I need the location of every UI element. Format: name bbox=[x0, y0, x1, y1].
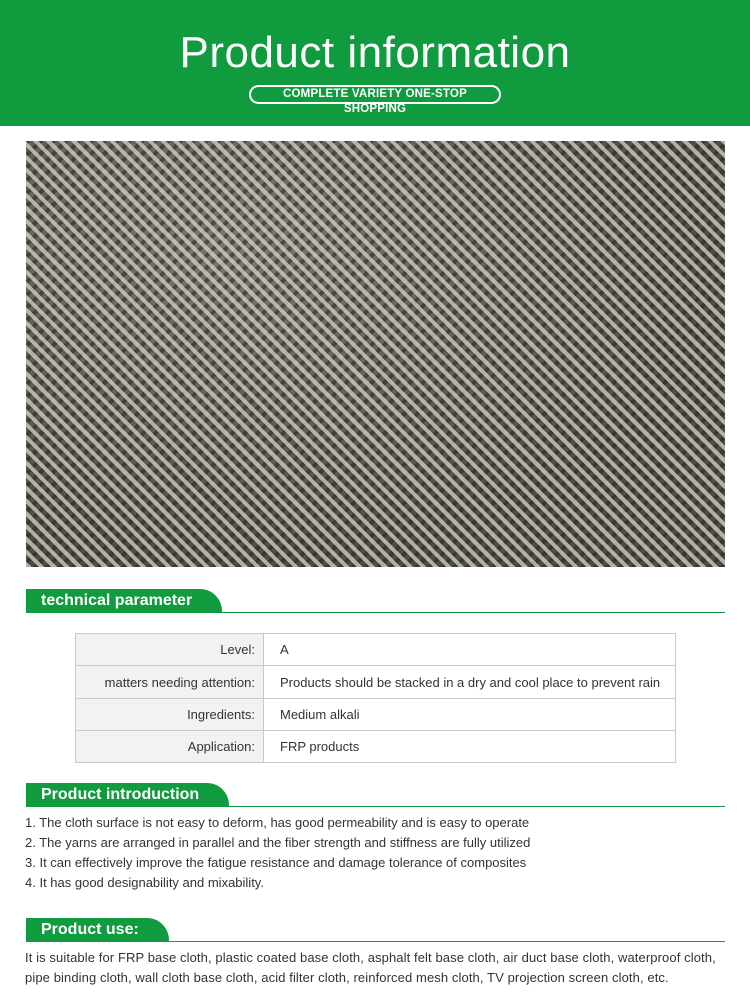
technical-heading: technical parameter bbox=[26, 589, 222, 613]
introduction-heading: Product introduction bbox=[26, 783, 229, 807]
use-heading: Product use: bbox=[26, 918, 169, 942]
section-divider bbox=[26, 806, 725, 807]
section-header-technical bbox=[26, 589, 725, 613]
param-label: Application: bbox=[76, 731, 264, 763]
product-photo bbox=[26, 141, 725, 567]
param-label: Level: bbox=[76, 634, 264, 666]
section-divider bbox=[26, 612, 725, 613]
param-value: Medium alkali bbox=[264, 699, 676, 731]
param-value: FRP products bbox=[264, 731, 676, 763]
section-header-introduction bbox=[26, 783, 725, 807]
section-divider bbox=[26, 941, 725, 942]
param-value: Products should be stacked in a dry and cool place to prevent rain bbox=[264, 666, 676, 699]
subtitle-text: COMPLETE VARIETY ONE-STOP SHOPPING bbox=[251, 87, 499, 102]
list-item: 4. It has good designability and mixability. bbox=[25, 875, 264, 890]
list-item: 2. The yarns are arranged in parallel and the fiber strength and stiffness are fully utilized bbox=[25, 835, 531, 850]
param-value: A bbox=[264, 634, 676, 666]
table-row bbox=[76, 634, 676, 666]
list-item: 3. It can effectively improve the fatigue resistance and damage tolerance of composites bbox=[25, 855, 527, 870]
section-header-use bbox=[26, 918, 725, 942]
subtitle-badge bbox=[249, 85, 501, 115]
table-row bbox=[76, 731, 676, 763]
list-item: 1. The cloth surface is not easy to deform, has good permeability and is easy to operate bbox=[25, 815, 530, 830]
param-label: Ingredients: bbox=[76, 699, 264, 731]
page-title: Product information bbox=[179, 28, 571, 77]
param-label: matters needing attention: bbox=[76, 666, 264, 699]
table-row bbox=[76, 699, 676, 731]
introduction-list bbox=[25, 813, 725, 893]
use-description: It is suitable for FRP base cloth, plastic coated base cloth, asphalt felt base cloth, air duct base cloth, waterproof cloth, pipe binding cloth, wall cloth base cloth, acid filter cloth, reinforced mesh cloth, TV projection screen cloth, etc. bbox=[25, 950, 716, 985]
header-banner bbox=[0, 0, 750, 126]
table-row bbox=[76, 666, 676, 699]
parameter-table bbox=[75, 633, 676, 763]
